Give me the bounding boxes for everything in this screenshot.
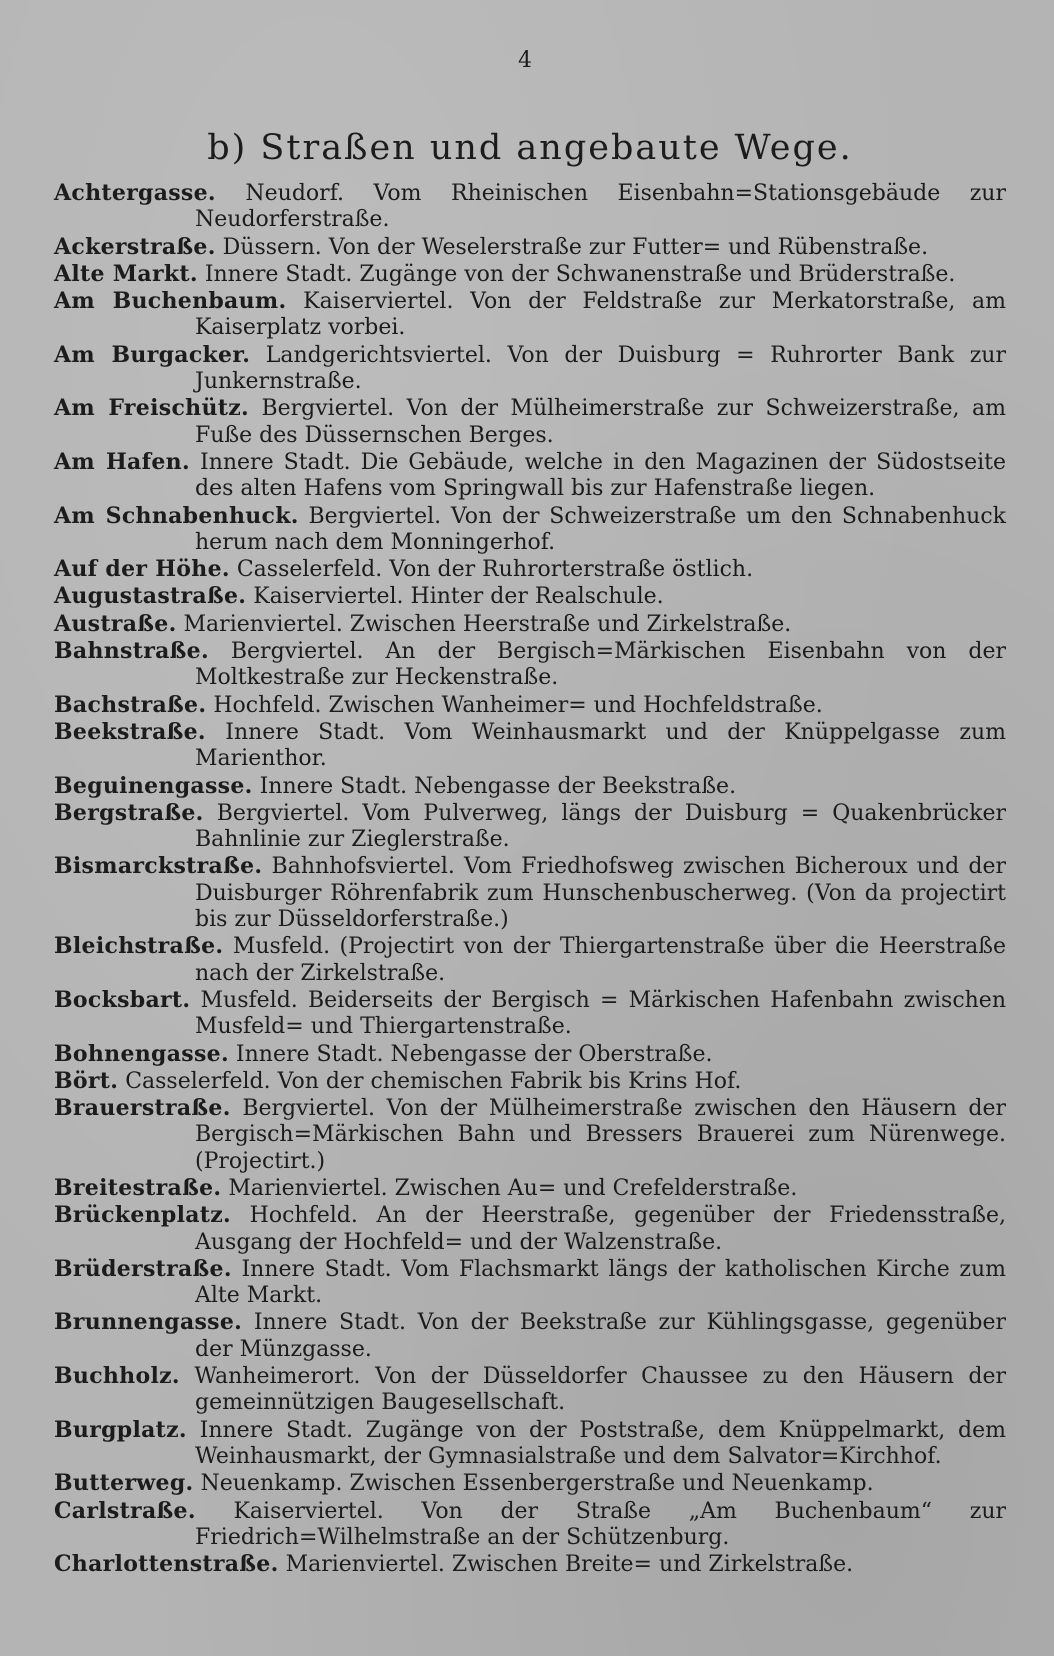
street-description: Landgerichtsviertel. Von der Duisburg = Ruhrorter Bank zur Junkernstraße. <box>195 342 1006 395</box>
street-description: Innere Stadt. Nebengasse der Oberstraße. <box>235 1041 713 1067</box>
street-name: Alte Markt. <box>54 260 198 287</box>
street-description: Düssern. Von der Weselerstraße zur Futter= und Rübenstraße. <box>222 234 929 260</box>
street-description: Casselerfeld. Von der Ruhrorterstraße östlich. <box>236 557 754 583</box>
section-heading: b) Straßen und angebaute Wege. <box>207 128 853 168</box>
street-name: Carlstraße. <box>54 1497 196 1524</box>
street-name: Bleichstraße. <box>54 933 224 960</box>
street-description: Innere Stadt. Vom Flachsmarkt längs der katholischen Kirche zum Alte Markt. <box>195 1256 1006 1309</box>
street-name: Am Burgacker. <box>54 341 251 368</box>
street-entry <box>54 342 1006 396</box>
street-name: Austraße. <box>54 610 177 637</box>
street-entry <box>54 1470 1006 1497</box>
street-entry <box>54 449 1006 503</box>
street-description: Hochfeld. Zwischen Wanheimer= und Hochfeldstraße. <box>213 692 823 718</box>
street-name: Bachstraße. <box>54 691 207 718</box>
street-description: Kaiserviertel. Von der Straße „Am Buchenbaum“ zur Friedrich=Wilhelmstraße an der Schützenburg. <box>195 1498 1007 1550</box>
street-description: Bergviertel. Von der Mülheimerstraße zur Schweizerstraße, am Fuße des Düssernschen Berges. <box>195 396 1006 448</box>
street-entry <box>54 1068 1006 1095</box>
street-entry <box>54 395 1006 449</box>
street-name: Brückenplatz. <box>54 1202 232 1229</box>
street-description: Marienviertel. Zwischen Au= und Crefelderstraße. <box>228 1175 798 1201</box>
street-entry <box>54 800 1006 854</box>
street-name: Augustastraße. <box>54 583 247 610</box>
street-entry <box>54 1551 1006 1578</box>
street-description: Innere Stadt. Nebengasse der Beekstraße. <box>259 773 737 799</box>
street-description: Wanheimerort. Von der Düsseldorfer Chaussee zu den Häusern der gemeinnützigen Baugesellschaft. <box>194 1364 1006 1416</box>
street-description: Innere Stadt. Zugänge von der Poststraße, dem Knüppelmarkt, dem Weinhausmarkt, der Gymnasialstraße und dem Salvator=Kirchhof. <box>195 1417 1006 1469</box>
street-entry <box>54 180 1006 234</box>
street-name: Auf der Höhe. <box>54 556 230 583</box>
street-name: Bismarckstraße. <box>54 853 263 880</box>
street-name: Breitestraße. <box>54 1174 222 1201</box>
street-entry <box>54 1256 1006 1310</box>
street-name: Burgplatz. <box>54 1416 187 1443</box>
street-entry <box>54 933 1006 987</box>
street-entry-list <box>54 180 1006 1578</box>
street-description: Musfeld. (Projectirt von der Thiergartenstraße über die Heerstraße nach der Zirkelstraße. <box>195 934 1006 986</box>
street-entry <box>54 719 1006 773</box>
street-name: Bört. <box>54 1067 119 1094</box>
street-entry <box>54 611 1006 638</box>
street-entry <box>54 1309 1006 1363</box>
street-description: Hochfeld. An der Heerstraße, gegenüber der Friedensstraße, Ausgang der Hochfeld= und der Walzenstraße. <box>195 1203 1006 1255</box>
street-description: Bahnhofsviertel. Vom Friedhofsweg zwischen Bicheroux und der Duisburger Röhrenfabrik zum Hunschenbuscherweg. (Von da projectirt bis zur Düsseldorferstraße.) <box>195 854 1006 933</box>
street-description: Bergviertel. An der Bergisch=Märkischen Eisenbahn von der Moltkestraße zur Heckenstraße. <box>195 639 1006 691</box>
street-name: Bahnstraße. <box>54 638 209 665</box>
street-name: Charlottenstraße. <box>54 1551 279 1578</box>
street-name: Am Schnabenhuck. <box>54 502 299 529</box>
street-entry <box>54 288 1006 342</box>
street-description: Neuenkamp. Zwischen Essenbergerstraße und Neuenkamp. <box>200 1471 874 1497</box>
street-entry <box>54 1041 1006 1068</box>
street-description: Innere Stadt. Von der Beekstraße zur Kühlingsgasse, gegenüber der Münzgasse. <box>195 1310 1006 1362</box>
street-description: Bergviertel. Vom Pulverweg, längs der Duisburg = Quakenbrücker Bahnlinie zur Zieglerstraße. <box>195 800 1006 853</box>
street-entry <box>54 1095 1006 1175</box>
street-entry <box>54 261 1006 288</box>
street-name: Achtergasse. <box>54 180 216 206</box>
street-name: Butterweg. <box>54 1470 194 1497</box>
street-description: Bergviertel. Von der Schweizerstraße um den Schnabenhuck herum nach dem Monningerhof. <box>195 503 1006 555</box>
street-entry <box>54 583 1006 610</box>
street-entry <box>54 1498 1006 1552</box>
street-entry <box>54 853 1006 933</box>
street-name: Am Freischütz. <box>54 395 249 422</box>
street-entry <box>54 1417 1006 1471</box>
street-description: Innere Stadt. Vom Weinhausmarkt und der Knüppelgasse zum Marienthor. <box>195 719 1006 772</box>
street-name: Ackerstraße. <box>54 233 216 260</box>
street-entry <box>54 773 1006 800</box>
street-entry <box>54 692 1006 719</box>
street-name: Brunnengasse. <box>54 1309 243 1336</box>
street-name: Beekstraße. <box>54 718 206 745</box>
street-description: Kaiserviertel. Hinter der Realschule. <box>253 584 664 610</box>
street-entry <box>54 234 1006 261</box>
street-description: Kaiserviertel. Von der Feldstraße zur Merkatorstraße, am Kaiserplatz vorbei. <box>195 289 1007 341</box>
street-name: Bocksbart. <box>54 986 191 1013</box>
street-name: Am Buchenbaum. <box>54 288 287 315</box>
street-entry <box>54 638 1006 692</box>
street-description: Bergviertel. Von der Mülheimerstraße zwischen den Häusern der Bergisch=Märkischen Bahn und Bressers Brauerei zum Nürenwege. (Projectirt.) <box>195 1096 1006 1174</box>
street-name: Am Hafen. <box>54 448 190 475</box>
street-entry <box>54 987 1006 1041</box>
street-name: Brüderstraße. <box>54 1255 232 1282</box>
street-name: Bergstraße. <box>54 799 204 826</box>
page-number: 4 <box>518 48 532 73</box>
street-name: Bohnengasse. <box>54 1040 229 1067</box>
street-name: Buchholz. <box>54 1363 180 1390</box>
street-description: Marienviertel. Zwischen Heerstraße und Zirkelstraße. <box>183 611 792 637</box>
street-description: Innere Stadt. Zugänge von der Schwanenstraße und Brüderstraße. <box>204 261 956 287</box>
street-description: Innere Stadt. Die Gebäude, welche in den Magazinen der Südostseite des alten Hafens vom Springwall bis zur Hafenstraße liegen. <box>195 449 1006 502</box>
street-description: Marienviertel. Zwischen Breite= und Zirkelstraße. <box>285 1552 854 1578</box>
street-entry <box>54 1202 1006 1256</box>
street-entry <box>54 503 1006 557</box>
street-entry <box>54 556 1006 583</box>
street-description: Casselerfeld. Von der chemischen Fabrik bis Krins Hof. <box>125 1068 742 1094</box>
street-entry <box>54 1363 1006 1417</box>
street-name: Brauerstraße. <box>54 1095 231 1122</box>
street-description: Neudorf. Vom Rheinischen Eisenbahn=Stationsgebäude zur Neudorferstraße. <box>195 181 1006 233</box>
street-name: Beguinengasse. <box>54 772 253 799</box>
street-entry <box>54 1175 1006 1202</box>
street-description: Musfeld. Beiderseits der Bergisch = Märkischen Hafenbahn zwischen Musfeld= und Thiergartenstraße. <box>195 987 1006 1040</box>
